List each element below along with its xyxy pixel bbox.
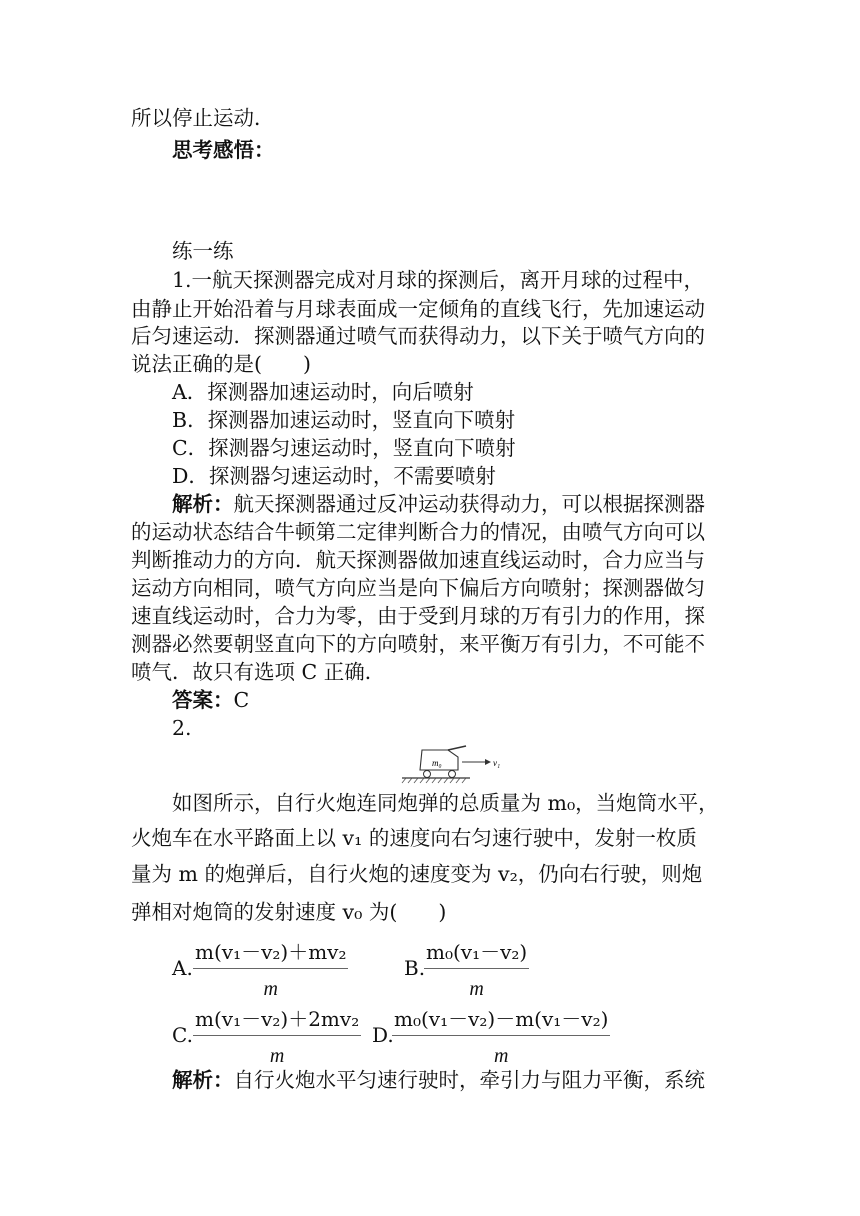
q2-number: 2. <box>172 716 192 740</box>
mass-label: m₀ <box>432 758 442 768</box>
fraction-denominator: m <box>469 978 484 1000</box>
q1-stem-line-4: 说法正确的是( ) <box>131 352 311 376</box>
q1-option-b: B．探测器加速运动时，竖直向下喷射 <box>172 408 516 432</box>
q2-option-c-fraction <box>193 1009 361 1066</box>
wheel <box>424 771 431 778</box>
q2-option-d-fraction <box>392 1009 610 1066</box>
q2-option-b-fraction <box>424 942 529 999</box>
gun-barrel <box>448 746 466 750</box>
q1-analysis-line-4: 运动方向相同，喷气方向应当是向下偏后方向喷射；探测器做匀 <box>131 576 705 600</box>
fraction-numerator: m₀(v₁－v₂) <box>424 942 529 969</box>
q2-analysis-label: 解析： <box>172 1068 234 1092</box>
q1-option-d: D．探测器匀速运动时，不需要喷射 <box>172 464 496 488</box>
q2-analysis-text: 自行火炮水平匀速行驶时，牵引力与阻力平衡，系统 <box>233 1068 705 1092</box>
q2-stem-line-2: 火炮车在水平路面上以 v₁ 的速度向右匀速行驶中，发射一枚质 <box>131 826 697 850</box>
velocity-arrowhead <box>485 759 491 765</box>
q1-stem-line-1: 1.一航天探测器完成对月球的探测后，离开月球的过程中， <box>172 268 705 292</box>
q1-answer-value: C <box>233 688 250 712</box>
q1-analysis-line-6: 测器必然要朝竖直向下的方向喷射，来平衡万有引力，不可能不 <box>131 632 705 656</box>
q2-option-a-fraction <box>193 942 348 999</box>
fraction-denominator: m <box>263 978 278 1000</box>
q1-option-c: C．探测器匀速运动时，竖直向下喷射 <box>172 436 516 460</box>
fraction-numerator: m(v₁－v₂)＋2mv₂ <box>193 1009 361 1036</box>
velocity-label: v₁ <box>493 758 501 768</box>
practice-heading: 练一练 <box>172 239 234 263</box>
fraction-denominator: m <box>493 1045 509 1067</box>
q2-option-a-label: A. <box>172 956 193 980</box>
fraction-numerator: m₀(v₁－v₂)－m(v₁－v₂) <box>392 1009 610 1036</box>
fraction-numerator: m(v₁－v₂)＋mv₂ <box>193 942 348 969</box>
q1-analysis-line-2: 的运动状态结合牛顿第二定律判断合力的情况，由喷气方向可以 <box>131 520 705 544</box>
continued-text: 所以停止运动． <box>131 106 275 130</box>
q1-analysis-line-3: 判断推动力的方向．航天探测器做加速直线运动时，合力应当与 <box>131 548 705 572</box>
q1-answer-label: 答案： <box>172 688 234 712</box>
reflection-heading: 思考感悟： <box>172 138 275 162</box>
q2-option-b-label: B. <box>404 956 426 980</box>
q2-stem-line-4: 弹相对炮筒的发射速度 v₀ 为( ) <box>131 900 447 924</box>
q1-stem-line-2: 由静止开始沿着与月球表面成一定倾角的直线飞行，先加速运动 <box>131 297 705 321</box>
self-propelled-gun-figure <box>400 736 512 784</box>
ground-hatching <box>402 778 466 783</box>
fraction-denominator: m <box>269 1045 285 1067</box>
q1-analysis-line-7: 喷气．故只有选项 C 正确． <box>131 660 386 684</box>
q2-option-c-label: C. <box>172 1023 193 1047</box>
q2-stem-line-1: 如图所示，自行火炮连同炮弹的总质量为 m₀，当炮筒水平， <box>172 791 719 815</box>
q1-analysis-line-5: 速直线运动时，合力为零，由于受到月球的万有引力的作用，探 <box>131 604 705 628</box>
q1-option-a: A．探测器加速运动时，向后喷射 <box>172 380 474 404</box>
q2-analysis-line-1 <box>172 1070 705 1091</box>
q2-stem-line-3: 量为 m 的炮弹后，自行火炮的速度变为 v₂，仍向右行驶，则炮 <box>131 862 703 886</box>
q1-analysis-line-1 <box>172 494 705 515</box>
q2-option-d-label: D. <box>372 1023 394 1047</box>
wheel <box>449 771 456 778</box>
q1-answer <box>172 690 249 711</box>
q1-analysis-label: 解析： <box>172 492 234 516</box>
q1-stem-line-3: 后匀速运动．探测器通过喷气而获得动力，以下关于喷气方向的 <box>131 324 705 348</box>
q1-analysis-text: 航天探测器通过反冲运动获得动力，可以根据探测器 <box>233 492 705 516</box>
